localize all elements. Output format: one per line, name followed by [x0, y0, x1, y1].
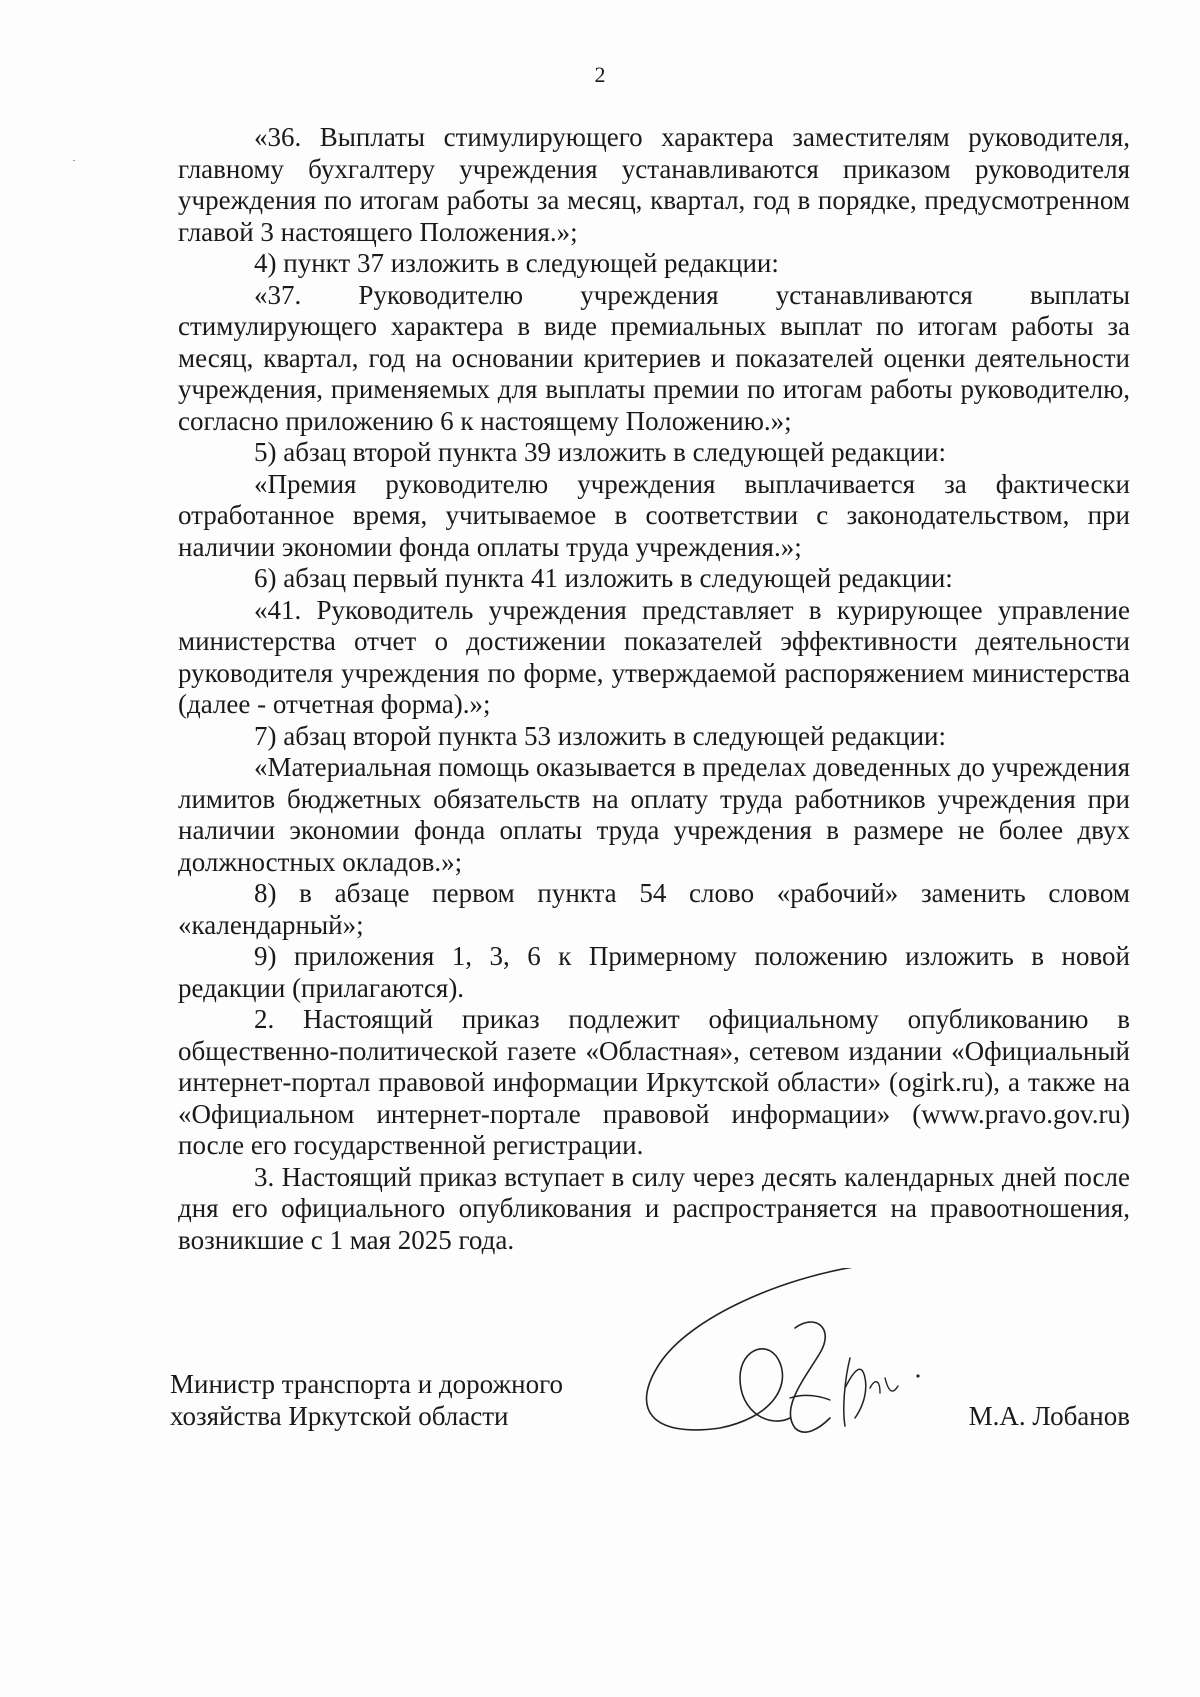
paragraph-item-36: «36. Выплаты стимулирующего характера заместителям руководителя, главному бухгалтеру учреждения устанавливаются приказом руководителя учреждения по итогам работы за месяц, квартал, год в порядке, предусмотренном главой 3 настоящего Положения.»; [178, 122, 1130, 247]
paragraph-item-53: «Материальная помощь оказывается в пределах доведенных до учреждения лимитов бюджетных обязательств на оплату труда работников учреждения при наличии экономии фонда оплаты труда учреждения в размере не более двух должностных окладов.»; [178, 752, 1130, 877]
paragraph-item-41: «41. Руководитель учреждения представляет в курирующее управление министерства отчет о достижении показателей эффективности деятельности руководителя учреждения по форме, утверждаемой распоряжением министерства (далее - отчетная форма).»; [178, 594, 1130, 719]
section-2-publication: 2. Настоящий приказ подлежит официальному опубликованию в общественно-политической газете «Областная», сетевом издании «Официальный интернет-портал правовой информации Иркутской области» (ogirk.ru), а также на «Официальном интернет-портале правовой информации» (www.pravo.gov.ru) после его государственной регистрации. [178, 1004, 1130, 1160]
list-item-4: 4) пункт 37 изложить в следующей редакции: [254, 248, 779, 278]
section-3-effective-date: 3. Настоящий приказ вступает в силу через десять календарных дней после дня его официального опубликования и распространяется на правоотношения, возникшие с 1 мая 2025 года. [178, 1161, 1130, 1255]
list-item-8: 8) в абзаце первом пункта 54 слово «рабочий» заменить словом «календарный»; [178, 878, 1130, 940]
signatory-position-line-2: хозяйства Иркутской области [170, 1401, 509, 1431]
signatory-name: М.А. Лобанов [968, 1401, 1130, 1431]
signatory-position [170, 1368, 563, 1432]
document-body [178, 122, 1130, 1256]
scan-speck [73, 160, 75, 161]
signatory-position-line-1: Министр транспорта и дорожного [170, 1369, 563, 1399]
list-item-9: 9) приложения 1, 3, 6 к Примерному положению изложить в новой редакции (прилагаются). [178, 941, 1130, 1003]
paragraph-item-39: «Премия руководителю учреждения выплачивается за фактически отработанное время, учитываемое в соответствии с законодательством, при наличии экономии фонда оплаты труда учреждения.»; [178, 468, 1130, 562]
handwritten-signature [630, 1268, 950, 1468]
list-item-7: 7) абзац второй пункта 53 изложить в следующей редакции: [254, 720, 946, 751]
page-number: 2 [594, 62, 606, 87]
list-item-6: 6) абзац первый пункта 41 изложить в следующей редакции: [254, 563, 953, 593]
paragraph-item-37: «37. Руководителю учреждения устанавливаются выплаты стимулирующего характера в виде премиальных выплат по итогам работы за месяц, квартал, год на основании критериев и показателей оценки деятельности учреждения, применяемых для выплаты премии по итогам работы руководителю, согласно приложению 6 к настоящему Положению.»; [178, 279, 1130, 436]
signature-block [170, 1368, 1130, 1488]
list-item-5: 5) абзац второй пункта 39 изложить в следующей редакции: [254, 437, 946, 467]
